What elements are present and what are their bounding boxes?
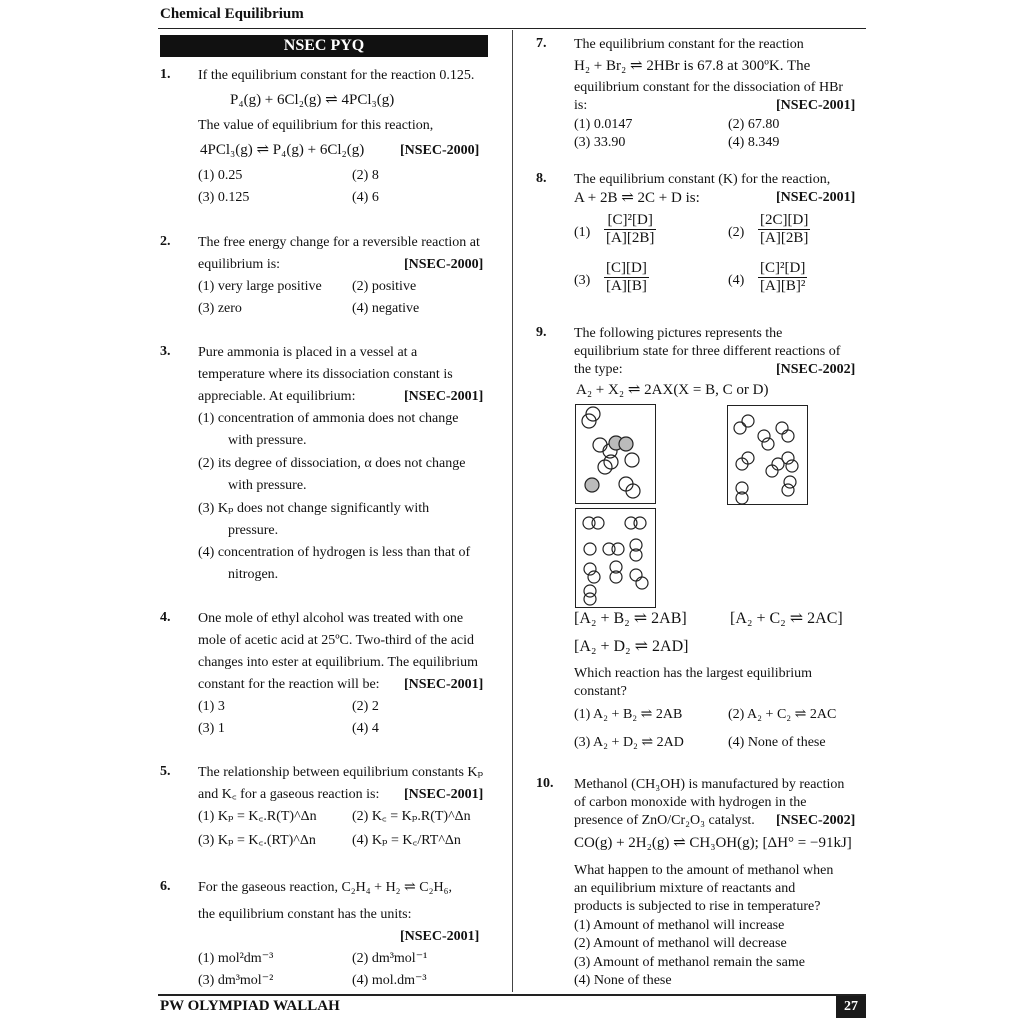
q6-text-2: the equilibrium constant has the units: xyxy=(198,907,412,922)
q9-reaction-ad: [A₂ + D₂ ⇌ 2AD] xyxy=(574,638,689,655)
q3-option-3: (3) Kₚ does not change significantly with xyxy=(198,501,430,516)
q8-option-1-den: [A][2B] xyxy=(606,230,655,246)
equilibrium-box-ad xyxy=(575,508,656,608)
q1-option-2: (2) 8 xyxy=(352,168,379,183)
q1-option-4: (4) 6 xyxy=(352,190,379,205)
q3-option-2: (2) its degree of dissociation, α does not change xyxy=(198,456,466,471)
q8-tag: [NSEC-2001] xyxy=(776,190,856,205)
q9-tag: [NSEC-2002] xyxy=(776,362,856,377)
q4-text-4: constant for the reaction will be: xyxy=(198,677,380,692)
q1-tag: [NSEC-2000] xyxy=(400,143,480,158)
q9-text: The following pictures represents the xyxy=(574,326,783,341)
q10-text: Methanol (CH₃OH) is manufactured by reaction xyxy=(574,777,845,792)
q4-text: One mole of ethyl alcohol was treated with one xyxy=(198,611,464,626)
q8-option-2 xyxy=(758,212,810,247)
q8-option-4-num: [C]²[D] xyxy=(760,260,806,276)
q7-text-3: equilibrium constant for the dissociation of HBr xyxy=(574,80,844,95)
q7-text-2: H₂ + Br₂ ⇌ 2HBr is 67.8 at 300ºK. The xyxy=(574,58,811,74)
q7-text: The equilibrium constant for the reaction xyxy=(574,37,804,52)
q9-text-3: the type: xyxy=(574,362,623,377)
page-number: 27 xyxy=(836,996,866,1018)
q8-option-4-den: [A][B]² xyxy=(760,278,806,294)
q8-option-3-num: [C][D] xyxy=(606,260,647,276)
q6-option-3: (3) dm³mol⁻² xyxy=(198,973,274,988)
q9-option-3: (3) A₂ + D₂ ⇌ 2AD xyxy=(574,735,684,750)
q4-number: 4. xyxy=(160,610,171,625)
q9-reaction-ac: [A₂ + C₂ ⇌ 2AC] xyxy=(730,610,843,627)
q7-option-1: (1) 0.0147 xyxy=(574,117,633,132)
q3-text-2: temperature where its dissociation constant is xyxy=(198,367,453,382)
q9-option-2: (2) A₂ + C₂ ⇌ 2AC xyxy=(728,707,837,722)
q8-option-1 xyxy=(604,212,656,247)
q5-option-4: (4) Kₚ = K꜀/RT^Δn xyxy=(352,833,461,848)
q4-option-1: (1) 3 xyxy=(198,699,225,714)
q5-tag: [NSEC-2001] xyxy=(404,787,484,802)
q8-option-2-label: (2) xyxy=(728,225,745,240)
q1-option-3: (3) 0.125 xyxy=(198,190,250,205)
q2-text: The free energy change for a reversible reaction at xyxy=(198,235,480,250)
q3-option-1: (1) concentration of ammonia does not change xyxy=(198,411,459,426)
q7-number: 7. xyxy=(536,36,547,51)
q1-text-2: The value of equilibrium for this reaction, xyxy=(198,118,434,133)
q6-text: For the gaseous reaction, C₂H₄ + H₂ ⇌ C₂H₆, xyxy=(198,880,452,895)
molecules-ad-diagram xyxy=(576,509,655,607)
q10-text-6: products is subjected to rise in temperature? xyxy=(574,899,821,914)
q8-option-4 xyxy=(758,260,807,295)
q2-number: 2. xyxy=(160,234,171,249)
q8-option-1-num: [C]²[D] xyxy=(604,212,656,230)
q6-option-1: (1) mol²dm⁻³ xyxy=(198,951,274,966)
q10-equation: CO(g) + 2H₂(g) ⇌ CH₃OH(g); [ΔH° = −91kJ] xyxy=(574,835,852,851)
q3-option-1-cont: with pressure. xyxy=(228,433,307,448)
q4-text-2: mole of acetic acid at 25ºC. Two-third of the acid xyxy=(198,633,475,648)
molecules-ab-diagram xyxy=(576,405,655,503)
q7-option-3: (3) 33.90 xyxy=(574,135,626,150)
q2-option-1: (1) very large positive xyxy=(198,279,322,294)
q2-option-4: (4) negative xyxy=(352,301,420,316)
q9-text-2: equilibrium state for three different reactions of xyxy=(574,344,841,359)
q7-option-2: (2) 67.80 xyxy=(728,117,780,132)
q6-option-2: (2) dm³mol⁻¹ xyxy=(352,951,428,966)
q10-text-3: presence of ZnO/Cr₂O₃ catalyst. xyxy=(574,813,755,828)
q4-option-3: (3) 1 xyxy=(198,721,225,736)
q2-tag: [NSEC-2000] xyxy=(404,257,484,272)
q5-number: 5. xyxy=(160,764,171,779)
q10-text-4: What happen to the amount of methanol when xyxy=(574,863,834,878)
q5-option-2: (2) K꜀ = Kₚ.R(T)^Δn xyxy=(352,809,471,824)
q8-number: 8. xyxy=(536,171,547,186)
equilibrium-box-ab xyxy=(575,404,656,504)
q7-tag: [NSEC-2001] xyxy=(776,98,856,113)
q2-option-3: (3) zero xyxy=(198,301,242,316)
q3-text: Pure ammonia is placed in a vessel at a xyxy=(198,345,418,360)
q9-option-1: (1) A₂ + B₂ ⇌ 2AB xyxy=(574,707,683,722)
q4-option-4: (4) 4 xyxy=(352,721,379,736)
q9-reaction-ab: [A₂ + B₂ ⇌ 2AB] xyxy=(574,610,687,627)
footer-brand: PW OLYMPIAD WALLAH xyxy=(160,998,340,1014)
q8-option-2-den: [A][2B] xyxy=(760,230,809,246)
section-banner: NSEC PYQ xyxy=(160,35,488,57)
q8-option-2-num: [2C][D] xyxy=(760,212,809,228)
q3-option-3-cont: pressure. xyxy=(228,523,279,538)
q6-number: 6. xyxy=(160,879,171,894)
q7-option-4: (4) 8.349 xyxy=(728,135,780,150)
equilibrium-box-ac xyxy=(727,405,808,505)
q1-equation-2: 4PCl₃(g) ⇌ P₄(g) + 6Cl₂(g) xyxy=(200,142,365,158)
q10-text-2: of carbon monoxide with hydrogen in the xyxy=(574,795,807,810)
q10-option-2: (2) Amount of methanol will decrease xyxy=(574,936,787,951)
q8-option-3-label: (3) xyxy=(574,273,591,288)
q8-option-3 xyxy=(604,260,649,295)
q6-tag: [NSEC-2001] xyxy=(400,929,480,944)
q9-number: 9. xyxy=(536,325,547,340)
q3-option-4: (4) concentration of hydrogen is less than that of xyxy=(198,545,471,560)
q1-option-1: (1) 0.25 xyxy=(198,168,243,183)
q9-text-5: constant? xyxy=(574,684,627,699)
q3-text-3: appreciable. At equilibrium: xyxy=(198,389,356,404)
q4-text-3: changes into ester at equilibrium. The equilibrium xyxy=(198,655,479,670)
q2-text-2: equilibrium is: xyxy=(198,257,281,272)
q5-text-2: and K꜀ for a gaseous reaction is: xyxy=(198,787,380,802)
q3-tag: [NSEC-2001] xyxy=(404,389,484,404)
footer-rule xyxy=(158,994,866,996)
q1-equation: P₄(g) + 6Cl₂(g) ⇌ 4PCl₃(g) xyxy=(230,92,395,108)
q8-option-3-den: [A][B] xyxy=(606,278,647,294)
q5-option-1: (1) Kₚ = K꜀.R(T)^Δn xyxy=(198,809,317,824)
q5-text: The relationship between equilibrium constants Kₚ xyxy=(198,765,484,780)
q3-option-2-cont: with pressure. xyxy=(228,478,307,493)
q3-option-4-cont: nitrogen. xyxy=(228,567,279,582)
column-divider xyxy=(512,30,513,992)
q2-option-2: (2) positive xyxy=(352,279,417,294)
q4-tag: [NSEC-2001] xyxy=(404,677,484,692)
q10-option-4: (4) None of these xyxy=(574,973,672,988)
q4-option-2: (2) 2 xyxy=(352,699,379,714)
q10-number: 10. xyxy=(536,776,554,791)
q6-option-4: (4) mol.dm⁻³ xyxy=(352,973,427,988)
header-rule xyxy=(158,28,866,29)
q10-option-3: (3) Amount of methanol remain the same xyxy=(574,955,805,970)
page-header-title: Chemical Equilibrium xyxy=(160,6,304,22)
q10-tag: [NSEC-2002] xyxy=(776,813,856,828)
q5-option-3: (3) Kₚ = K꜀.(RT)^Δn xyxy=(198,833,316,848)
q8-text: The equilibrium constant (K) for the reaction, xyxy=(574,172,831,187)
q7-text-4: is: xyxy=(574,98,588,113)
q3-number: 3. xyxy=(160,344,171,359)
q8-option-4-label: (4) xyxy=(728,273,745,288)
q9-option-4: (4) None of these xyxy=(728,735,826,750)
q1-number: 1. xyxy=(160,67,171,82)
q9-text-4: Which reaction has the largest equilibrium xyxy=(574,666,813,681)
q8-option-1-label: (1) xyxy=(574,225,591,240)
molecules-ac-diagram xyxy=(728,406,807,504)
q8-text-2: A + 2B ⇌ 2C + D is: xyxy=(574,190,700,206)
q10-text-5: an equilibrium mixture of reactants and xyxy=(574,881,796,896)
q10-option-1: (1) Amount of methanol will increase xyxy=(574,918,785,933)
q1-text: If the equilibrium constant for the reaction 0.125. xyxy=(198,68,475,83)
q9-equation: A₂ + X₂ ⇌ 2AX(X = B, C or D) xyxy=(576,382,769,398)
